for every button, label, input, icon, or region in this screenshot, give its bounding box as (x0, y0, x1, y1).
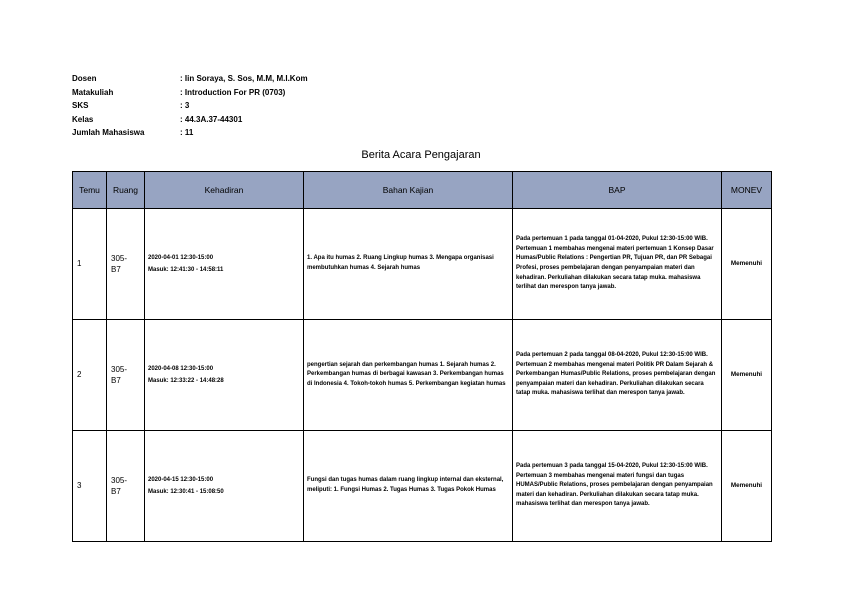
cell-kehadiran (145, 431, 304, 542)
page-title: Berita Acara Pengajaran (361, 149, 481, 161)
cell-bahan-kajian: pengertian sejarah dan perkembangan humas 1. Sejarah humas 2. Perkembangan humas di berbagai kawasan 3. Perkembangan humas di Indonesia 4. Tokoh-tokoh humas 5. Perkembangan kegiatan humas (304, 320, 513, 431)
info-value: : 44.3A.37-44301 (180, 114, 243, 124)
info-label: Jumlah Mahasiswa (72, 128, 145, 137)
ruang-line: 305- B7 (111, 365, 128, 385)
cell-ruang (107, 320, 145, 431)
cell-kehadiran (145, 209, 304, 320)
header-bap: BAP (513, 172, 722, 209)
table-header-row (73, 172, 772, 209)
kehadiran-schedule: 2020-04-01 12:30-15:00 (148, 255, 214, 261)
cell-bahan-kajian: 1. Apa itu humas 2. Ruang Lingkup humas 3. Mengapa organisasi membutuhkan humas 4. Sejarah humas (304, 209, 513, 320)
info-label: Dosen (72, 74, 97, 83)
kehadiran-attendance: Masuk: 12:41:30 - 14:58:11 (148, 267, 224, 273)
cell-ruang (107, 431, 145, 542)
kehadiran-schedule: 2020-04-15 12:30-15:00 (148, 477, 214, 483)
info-row-sks (72, 99, 308, 113)
info-label: Matakuliah (72, 87, 114, 97)
cell-monev: Memenuhi (722, 209, 772, 320)
teaching-report-table (72, 171, 772, 542)
header-kehadiran: Kehadiran (145, 172, 304, 209)
cell-ruang (107, 209, 145, 320)
ruang-line: 305- B7 (111, 254, 128, 274)
kehadiran-attendance: Masuk: 12:30:41 - 15:08:50 (148, 489, 224, 495)
table-row (73, 209, 772, 320)
info-row-matakuliah (72, 86, 308, 100)
header-bahan-kajian: Bahan Kajian (304, 172, 513, 209)
header-temu: Temu (73, 172, 107, 209)
info-row-dosen (72, 72, 308, 86)
cell-temu: 2 (73, 320, 107, 431)
info-row-jumlah-mahasiswa (72, 126, 308, 140)
table-row (73, 320, 772, 431)
ruang-line: 305- B7 (111, 476, 128, 496)
info-value: : 11 (180, 128, 194, 137)
info-label: SKS (72, 101, 89, 110)
header-ruang: Ruang (107, 172, 145, 209)
cell-monev: Memenuhi (722, 431, 772, 542)
info-label: Kelas (72, 114, 94, 124)
cell-temu: 1 (73, 209, 107, 320)
info-value: : 3 (180, 101, 190, 110)
info-row-kelas (72, 113, 308, 127)
info-value: : Iin Soraya, S. Sos, M.M, M.I.Kom (180, 74, 308, 83)
cell-bap: Pada pertemuan 2 pada tanggal 08-04-2020, Pukul 12:30-15:00 WIB. Pertemuan 2 membahas mengenai materi Politik PR Dalam Sejarah & Perkembangan Humas/Public Relations, proses pembelajaran dengan penyampaian materi dan kehadiran. Perkuliahan dilakukan secara tatap muka. mahasiswa terlihat dan merespon tanya jawab. (513, 320, 722, 431)
cell-bap: Pada pertemuan 3 pada tanggal 15-04-2020, Pukul 12:30-15:00 WIB. Pertemuan 3 membahas mengenai materi fungsi dan tugas HUMAS/Public Relations, proses pembelajaran dengan penyampaian materi dan kehadiran. Perkuliahan dilakukan secara tatap muka. mahasiswa terlihat dan merespon tanya jawab. (513, 431, 722, 542)
cell-bahan-kajian: Fungsi dan tugas humas dalam ruang lingkup internal dan eksternal, meliputi: 1. Fungsi Humas 2. Tugas Humas 3. Tugas Pokok Humas (304, 431, 513, 542)
cell-bap: Pada pertemuan 1 pada tanggal 01-04-2020, Pukul 12:30-15:00 WIB. Pertemuan 1 membahas mengenai materi pertemuan 1 Konsep Dasar Humas/Public Relations : Pengertian PR, Tujuan PR, dan PR Sebagai Profesi, proses pembelajaran dengan penyampaian materi dan kehadiran. Perkuliahan dilakukan secara tatap muka. mahasiswa terlihat dan merespon tanya jawab. (513, 209, 722, 320)
header-monev: MONEV (722, 172, 772, 209)
kehadiran-schedule: 2020-04-08 12:30-15:00 (148, 366, 214, 372)
cell-monev: Memenuhi (722, 320, 772, 431)
course-info (72, 72, 308, 140)
info-value: : Introduction For PR (0703) (180, 87, 286, 97)
table-row (73, 431, 772, 542)
cell-kehadiran (145, 320, 304, 431)
kehadiran-attendance: Masuk: 12:33:22 - 14:48:28 (148, 378, 224, 384)
cell-temu: 3 (73, 431, 107, 542)
